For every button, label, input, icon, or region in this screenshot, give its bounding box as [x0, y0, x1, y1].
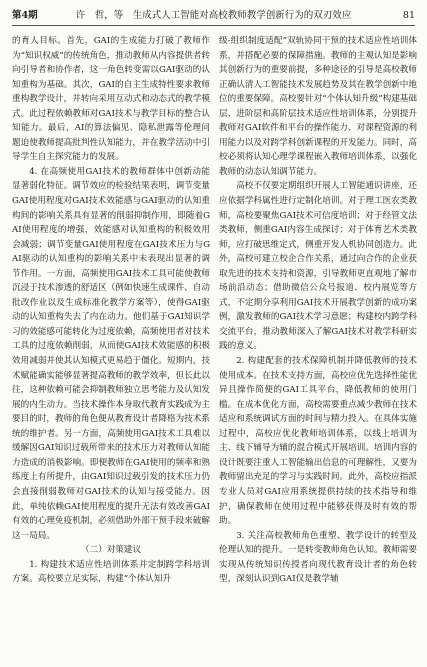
paragraph: 2. 构建配套的技术保障机制并降低教师的技术使用成本。在技术支持方面，高校应优先选择性能优异且操作简便的GAI工具平台，降低教师的使用门槛。在成本优化方面，高校需要重点减少教师在技术适应和系统调试方面的时间与精力投入。在具体实施过程中，高校应优化教师培训体系，以线上培训为主、线下辅导为辅的混合模式开展培训。培训内容的设计既要注重人工智能输出信息的可理解性，又要为教师留出充足的学习与实践时间。此外，高校应指派专业人员对GAI应用系统提供持续的技术指导和维护，确保教师在使用过程中能够获得及时有效的帮助。	[219, 356, 417, 527]
issue-number: 第4期	[12, 10, 38, 21]
paragraph: 的育人目标。首先，GAI的生成能力打破了教师作为“知识权威”的传统角色，推动教师从内容提供者转向引导者和协作者，这一角色转变需以GAI驱动的认知重构为基础。其次，GAI的自主生成特性要求教师重构教学设计，并转向采用互动式和动态式的教学模式。此过程依赖教师对GAI技术与教学目标的整合认知能力。最后，AI的算法偏见、隐私泄露等伦理问题迫使教师提高批判性认知能力，并在教学活动中引导学生自主探究能力的发展。	[12, 36, 210, 163]
paragraph: 1. 构建技术适应性培训体系并定制跨学科培训方案。高校要立足实际，构建“个体认知升	[12, 559, 210, 585]
section-heading: （二）对策建议	[80, 545, 142, 556]
running-header	[12, 9, 415, 26]
paragraph: 级-组织制度适配”双轨协同干预的技术适应性培训体系，并搭配必要的保障措施。教师的主观认知是影响其创新行为的重要前提，多种途径的引导是高校教师正确认清人工智能技术发展趋势及其在教学创新中地位的重要保障。高校要针对“个体认知升级”构建基础层、进阶层和高阶层技术适应性培训体系，分别提升教师对GAI软件和平台的操作能力、对课程资源的利用能力以及对跨学科创新课程的开发能力。同时，高校必须将认知心理学课程嵌入教师培训体系，以强化教师的动态认知调节能力。	[219, 36, 417, 177]
right-column	[219, 34, 417, 587]
paragraph: 3. 关注高校教师角色重塑、教学设计的转型及伦理认知的提升。一是转变教师角色认知。教师需要实现从传统知识传授者向现代教育设计者的角色转型，深刻认识到GAI仅是教学辅	[219, 530, 417, 585]
left-column	[12, 34, 210, 587]
running-title: 许 哲，等 生成式人工智能对高校教师教学创新行为的双刃效应	[75, 10, 352, 21]
paragraph: 4. 在高频使用GAI技术的教师群体中创新动能显著弱化特征。调节效应的检验结果表明，调节变量GAI使用程度对GAI技术效能感与GAI驱动的认知重构间的影响关系具有显著的削弱抑制作用，即随着GAI使用程度的增强，效能感对认知重构的积极效用会减弱；调节变量GAI使用程度在GAI技术压力与GAI驱动的认知重构的影响关系中未表现出显著的调节作用。一方面，高频使用GAI技术工具可能使教师沉浸于技术渗透的舒适区（例如快速生成课件、自动批改作业以及生成标准化教学方案等），使得GAI驱动的认知重构失去了内在动力。他们基于GAI知识学习的效能感可能转化为过度依赖，高频使用者对技术工具的过度依赖削弱，从而使GAI技术效能感的积极效用减弱并使其认知模式更易趋于僵化。短期内，技术赋能确实能够显著提高教师的教学效率，但长此以往，这种依赖可能会抑制教师独立思考能力及认知发展的内生动力。当技术操作本身取代教育实践成为主要目的时，教师的角色便从教育设计者降格为技术系统的维护者。另一方面，高频使用GAI技术工具难以缓解因GAI知识过载所带来的技术压力对教师认知能力造成的消极影响。即便教师在GAI使用的频率和熟练度上有所提升，由GAI知识过载引发的技术压力仍会直接削弱教师对GAI技术的认知与接受能力。因此，单纯依赖GAI使用程度的提升无法有效改善GAI有效的心理免疫机制，必须借助外部干预手段来破解这一局局。	[12, 166, 210, 541]
page-number: 81	[402, 10, 415, 21]
paragraph: 高校不仅要定期组织开展人工智能通识讲座，还应依据学科属性进行定制化培训。对于理工医农类教师，高校要聚焦GAI技术可信度培训；对于经管文法类教师，侧重GAI内容生成探讨；对于体育艺术类教师，应打破思维定式，侧重开发人机协同创造力。此外，高校可建立校企合作关系，通过向合作的企业获取先进的技术支持和资源，引导教师更直观地了解市场前沿动态；借助微信公众号报道、校内展览等方式，不定期分享利用GAI技术开展教学创新的成功案例，激发教师的GAI技术学习意愿；构建校内跨学科交流平台，推动教师深入了解GAI技术对教学科研实践的意义。	[219, 181, 417, 352]
